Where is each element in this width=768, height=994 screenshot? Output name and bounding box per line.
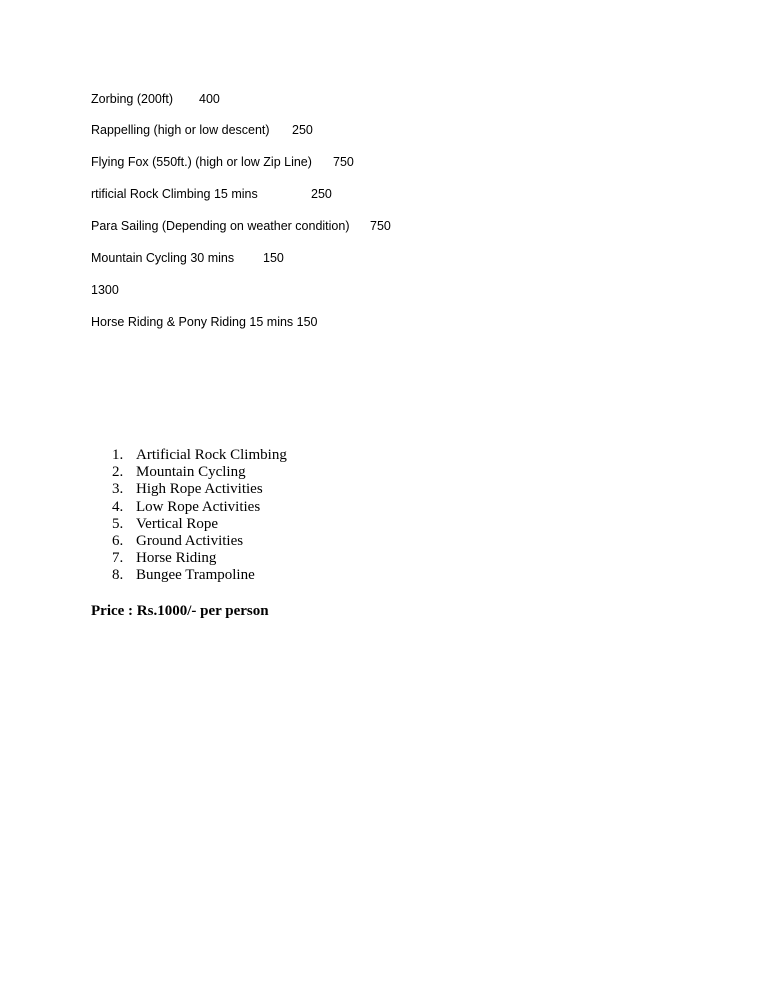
list-item-number: 8. — [112, 567, 124, 584]
rate-price: 400 — [199, 92, 220, 106]
list-item-label: Vertical Rope — [136, 515, 219, 532]
rate-line — [91, 154, 354, 170]
rate-activity: Rappelling (high or low descent) — [91, 123, 270, 137]
rate-line — [91, 91, 220, 107]
rate-line — [91, 282, 119, 298]
rate-activity: Para Sailing (Depending on weather condition) — [91, 219, 350, 233]
list-item-number: 3. — [112, 481, 124, 498]
rate-line — [91, 314, 318, 330]
list-item-label: Ground Activities — [136, 532, 244, 549]
list-item-label: Horse Riding — [136, 550, 217, 567]
rate-price: 250 — [311, 187, 332, 201]
rate-activity: Mountain Cycling 30 mins — [91, 251, 235, 265]
list-item-label: High Rope Activities — [136, 481, 263, 498]
rate-price: 250 — [292, 123, 313, 137]
package-price: Price : Rs.1000/- per person — [91, 603, 269, 619]
list-item-number: 2. — [112, 464, 124, 481]
rate-line — [91, 186, 332, 202]
rate-activity: Zorbing (200ft) — [91, 92, 173, 106]
list-item-number: 4. — [112, 498, 124, 515]
list-item-number: 6. — [112, 532, 124, 549]
rate-activity: 1300 — [91, 283, 119, 297]
list-item-number: 5. — [112, 515, 124, 532]
rate-activity: Horse Riding & Pony Riding 15 mins 150 — [91, 315, 318, 329]
rate-line — [91, 250, 284, 266]
list-item-label: Mountain Cycling — [136, 464, 246, 481]
rate-price: 150 — [263, 251, 284, 265]
rate-line — [91, 122, 313, 138]
list-item-label: Artificial Rock Climbing — [136, 447, 287, 463]
rate-price: 750 — [333, 155, 354, 169]
rate-activity: rtificial Rock Climbing 15 mins — [91, 187, 258, 201]
rate-price: 750 — [370, 219, 391, 233]
list-item-number: 7. — [112, 550, 124, 567]
list-item-number: 1. — [112, 447, 124, 463]
rate-line — [91, 218, 391, 234]
rate-activity: Flying Fox (550ft.) (high or low Zip Line) — [91, 155, 312, 169]
list-item-label: Bungee Trampoline — [136, 567, 255, 584]
list-item-label: Low Rope Activities — [136, 498, 261, 515]
